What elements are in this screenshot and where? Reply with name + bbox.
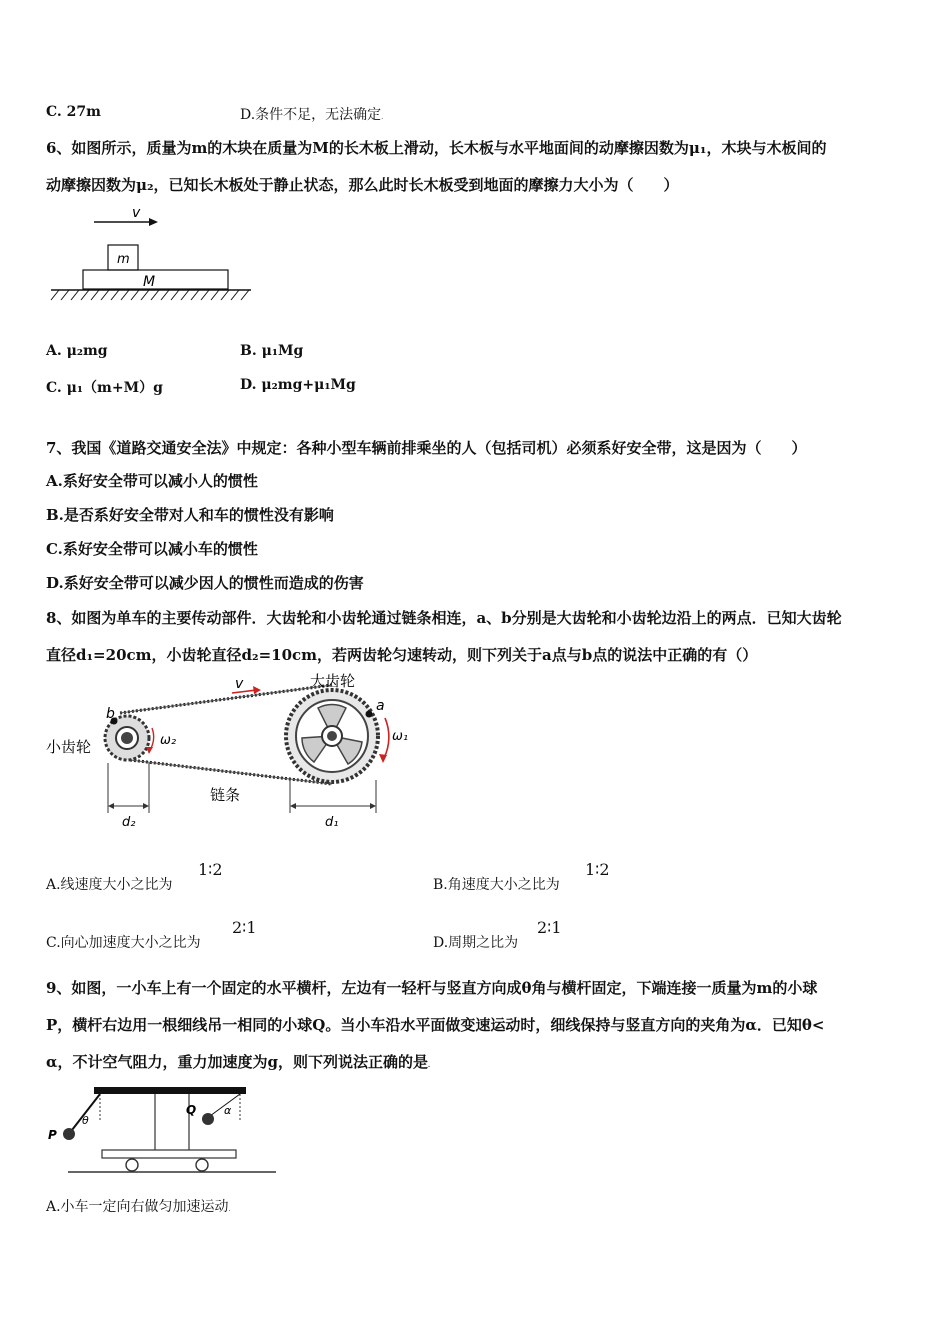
q8-chain-label: 链条 bbox=[210, 786, 241, 804]
q7-stem: 7、我国《道路交通安全法》中规定：各种小型车辆前排乘坐的人（包括司机）必须系好安全带，这是因为（ ） bbox=[46, 439, 807, 457]
q9-option-a: A.小车一定向右做匀加速运动. bbox=[46, 1199, 231, 1215]
q9-ball-P bbox=[63, 1128, 75, 1140]
q6-option-c: C. μ₁（m+M）g bbox=[46, 380, 163, 396]
q8-label-b: b bbox=[106, 706, 115, 722]
q5-option-c: C. 27m bbox=[46, 104, 101, 120]
q9-crossbar bbox=[94, 1087, 246, 1094]
q5-option-d-text: D.条件不足，无法确定 bbox=[240, 107, 382, 123]
q6-velocity-label: v bbox=[132, 205, 141, 221]
q7-option-d: D.系好安全带可以减少因人的惯性而造成的伤害 bbox=[46, 574, 364, 592]
q8-option-c: C.向心加速度大小之比为 bbox=[46, 935, 201, 951]
q8-option-a: A.线速度大小之比为 bbox=[46, 877, 173, 893]
q6-block-m-label: m bbox=[117, 252, 130, 267]
q8-d1-label: d₁ bbox=[325, 815, 339, 830]
q9-cart-base bbox=[102, 1150, 236, 1158]
q8-omega2-label: ω₂ bbox=[160, 733, 177, 748]
q9-label-Q: Q bbox=[186, 1103, 197, 1117]
q6-stem-line2: 动摩擦因数为μ₂，已知长木板处于静止状态，那么此时长木板受到地面的摩擦力大小为（ ） bbox=[46, 176, 679, 194]
q9-ball-Q bbox=[202, 1113, 214, 1125]
q7-option-c: C.系好安全带可以减小车的惯性 bbox=[46, 540, 258, 558]
q6-stem-line1: 6、如图所示，质量为m的木块在质量为M的长木板上滑动，长木板与水平地面间的动摩擦因数为μ₁，木块与木板间的 bbox=[46, 139, 827, 157]
q7-option-a: A.系好安全带可以减小人的惯性 bbox=[46, 472, 258, 490]
q9-cart-figure bbox=[44, 1082, 279, 1184]
q6-option-a: A. μ₂mg bbox=[46, 343, 108, 359]
q9-label-theta: θ bbox=[82, 1114, 89, 1127]
q8-option-d: D.周期之比为 bbox=[433, 935, 519, 951]
q9-label-P: P bbox=[48, 1128, 57, 1142]
q9-stem-line3-text: α，不计空气阻力，重力加速度为g，则下列说法正确的是 bbox=[46, 1053, 429, 1071]
q9-stem-line2: P，横杆右边用一根细线吊一相同的小球Q。当小车沿水平面做变速运动时，细线保持与竖直方向的夹角为α．已知θ< bbox=[46, 1016, 825, 1034]
q8-option-b-ratio: 1∶2 bbox=[585, 860, 610, 879]
q8-option-d-ratio: 2∶1 bbox=[537, 918, 562, 937]
q8-stem-line1: 8、如图为单车的主要传动部件．大齿轮和小齿轮通过链条相连，a、b分别是大齿轮和小齿轮边沿上的两点．已知大齿轮 bbox=[46, 609, 842, 627]
q8-option-c-ratio: 2∶1 bbox=[232, 918, 257, 937]
q6-figure bbox=[46, 205, 256, 305]
q8-point-a bbox=[366, 711, 373, 718]
q8-label-a: a bbox=[376, 698, 385, 714]
q8-velocity-label: v bbox=[235, 676, 244, 692]
q6-board-M-label: M bbox=[143, 274, 156, 290]
q8-stem-line2: 直径d₁=20cm，小齿轮直径d₂=10cm，若两齿轮匀速转动，则下列关于a点与b点的说法中正确的有（） bbox=[46, 646, 758, 664]
q8-big-gear-label: 大齿轮 bbox=[310, 672, 356, 690]
q9-stem-line1: 9、如图，一小车上有一个固定的水平横杆，左边有一轻杆与竖直方向成θ角与横杆固定，下端连接一质量为m的小球 bbox=[46, 979, 818, 997]
q8-d2-label: d₂ bbox=[122, 815, 136, 830]
q5-option-d: D.条件不足，无法确定. bbox=[240, 107, 384, 123]
q7-option-b: B.是否系好安全带对人和车的惯性没有影响 bbox=[46, 506, 334, 524]
q9-option-a-text: A.小车一定向右做匀加速运动 bbox=[46, 1199, 229, 1215]
q8-gear-figure bbox=[42, 668, 422, 836]
q8-omega1-label: ω₁ bbox=[392, 729, 409, 744]
q8-option-b: B.角速度大小之比为 bbox=[433, 877, 560, 893]
q8-option-a-ratio: 1∶2 bbox=[198, 860, 223, 879]
q9-label-alpha: α bbox=[224, 1104, 232, 1117]
q6-option-d: D. μ₂mg+μ₁Mg bbox=[240, 377, 356, 393]
q8-small-gear-label: 小齿轮 bbox=[46, 738, 92, 756]
q6-board-M bbox=[83, 270, 228, 289]
q9-stem-line3: α，不计空气阻力，重力加速度为g，则下列说法正确的是. bbox=[46, 1053, 431, 1071]
q6-option-b: B. μ₁Mg bbox=[240, 343, 304, 359]
